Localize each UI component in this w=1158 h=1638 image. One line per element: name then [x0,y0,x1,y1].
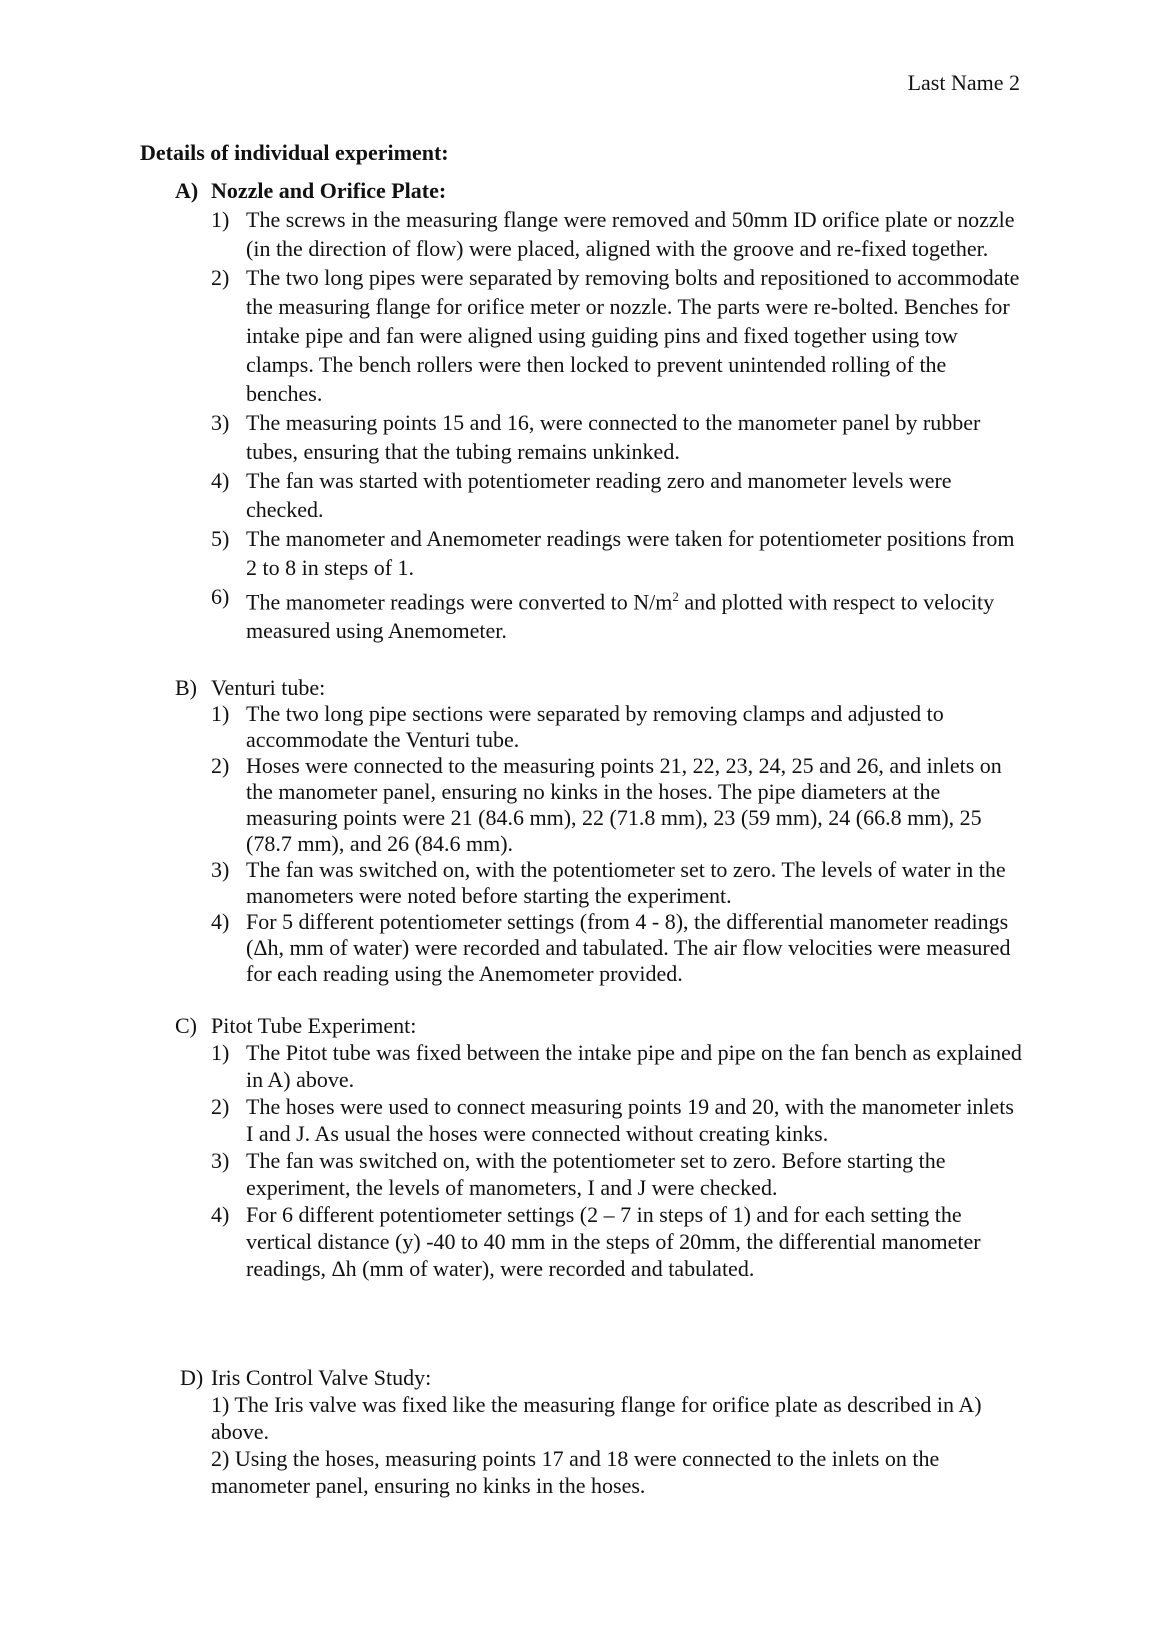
step-number: 1) [211,1040,230,1065]
step-text: The fan was switched on, with the potentiometer set to zero. Before starting the experiment, the levels of manometers, I and J were checked. [246,1148,946,1200]
step-text: The fan was switched on, with the potentiometer set to zero. The levels of water in the manometers were noted before starting the experiment. [246,857,1006,908]
step-number: 2) [211,1094,230,1119]
step-list [180,1391,1028,1499]
section-title: Venturi tube: [211,675,326,700]
superscript: 2 [672,589,679,604]
list-item [211,753,1023,857]
list-item [211,205,1023,263]
section-a [175,176,1023,645]
list-item [211,857,1023,909]
step-number: 4) [211,1202,230,1227]
step-number: 6) [211,584,230,609]
section-letter: C) [175,1013,197,1038]
step-text: For 5 different potentiometer settings (from 4 - 8), the differential manometer readings (Δh, mm of water) were recorded and tabulated. The air flow velocities were measured for each reading using the Anemometer provided. [246,909,1011,986]
step-number: 3) [211,857,230,882]
step-number: 4) [211,468,230,493]
step-list [175,205,1023,645]
step-text: The manometer and Anemometer readings were taken for potentiometer positions from 2 to 8 in steps of 1. [246,526,1015,580]
step-number: 2) [211,265,230,290]
section-heading [175,1012,1023,1039]
section-heading [175,675,1023,701]
list-item [211,524,1023,582]
section-letter: B) [175,675,197,700]
list-item [211,582,1023,645]
step-number: 3) [211,1148,230,1173]
step-text: For 6 different potentiometer settings (2 – 7 in steps of 1) and for each setting the vertical distance (y) -40 to 40 mm in the steps of 20mm, the differential manometer readings, Δh (mm of water), were recorded and tabulated. [246,1202,981,1281]
section-title: Pitot Tube Experiment: [211,1013,417,1038]
list-item [211,263,1023,408]
step-text: The Pitot tube was fixed between the intake pipe and pipe on the fan bench as explained in A) above. [246,1040,1022,1092]
list-item: 2) Using the hoses, measuring points 17 and 18 were connected to the inlets on the manometer panel, ensuring no kinks in the hoses. [211,1446,940,1498]
list-item [211,408,1023,466]
list-item [211,701,1023,753]
step-text [246,582,1023,645]
section-letter: D) [180,1365,204,1390]
step-text: The two long pipes were separated by removing bolts and repositioned to accommodate the measuring flange for orifice meter or nozzle. The parts were re-bolted. Benches for intake pipe and fan were aligned using guiding pins and fixed together using tow clamps. The bench rollers were then locked to prevent unintended rolling of the benches. [246,265,1020,406]
section-c [175,1012,1023,1282]
running-head: Last Name 2 [907,70,1020,95]
step-number: 5) [211,526,230,551]
section-d [180,1364,1028,1499]
step-text: The hoses were used to connect measuring points 19 and 20, with the manometer inlets I and J. As usual the hoses were connected without creating kinks. [246,1094,1014,1146]
list-item [211,1201,1023,1282]
list-item [211,1039,1023,1093]
list-item [211,1147,1023,1201]
step-text: Hoses were connected to the measuring points 21, 22, 23, 24, 25 and 26, and inlets on the manometer panel, ensuring no kinks in the hoses. The pipe diameters at the measuring points were 21 (84.6 mm), 22 (71.8 mm), 23 (59 mm), 24 (66.8 mm), 25 (78.7 mm), and 26 (84.6 mm). [246,753,1002,856]
step-text-part: and plotted with respect to velocity measured using Anemometer. [246,589,995,644]
step-number: 1) [211,207,230,232]
list-item [211,1093,1023,1147]
step-text-part: The manometer readings were converted to N/m [246,589,673,615]
step-number: 2) [211,753,230,778]
step-number: 4) [211,909,230,934]
step-text: The two long pipe sections were separated by removing clamps and adjusted to accommodate the Venturi tube. [246,701,944,752]
section-heading [180,1364,1028,1391]
list-item [211,909,1023,987]
section-heading [175,176,1023,205]
step-text: The measuring points 15 and 16, were connected to the manometer panel by rubber tubes, ensuring that the tubing remains unkinked. [246,410,981,464]
step-number: 3) [211,410,230,435]
step-text: The fan was started with potentiometer reading zero and manometer levels were checked. [246,468,952,522]
page-title: Details of individual experiment: [140,140,449,165]
step-list [175,1039,1023,1282]
step-list [175,701,1023,987]
list-item: 1) The Iris valve was fixed like the measuring flange for orifice plate as described in A) above. [211,1392,982,1444]
section-letter: A) [175,178,199,203]
section-title: Iris Control Valve Study: [211,1365,432,1390]
step-number: 1) [211,701,230,726]
step-text: The screws in the measuring flange were removed and 50mm ID orifice plate or nozzle (in the direction of flow) were placed, aligned with the groove and re-fixed together. [246,207,1015,261]
section-title: Nozzle and Orifice Plate: [211,178,447,203]
list-item [211,466,1023,524]
section-b [175,675,1023,987]
